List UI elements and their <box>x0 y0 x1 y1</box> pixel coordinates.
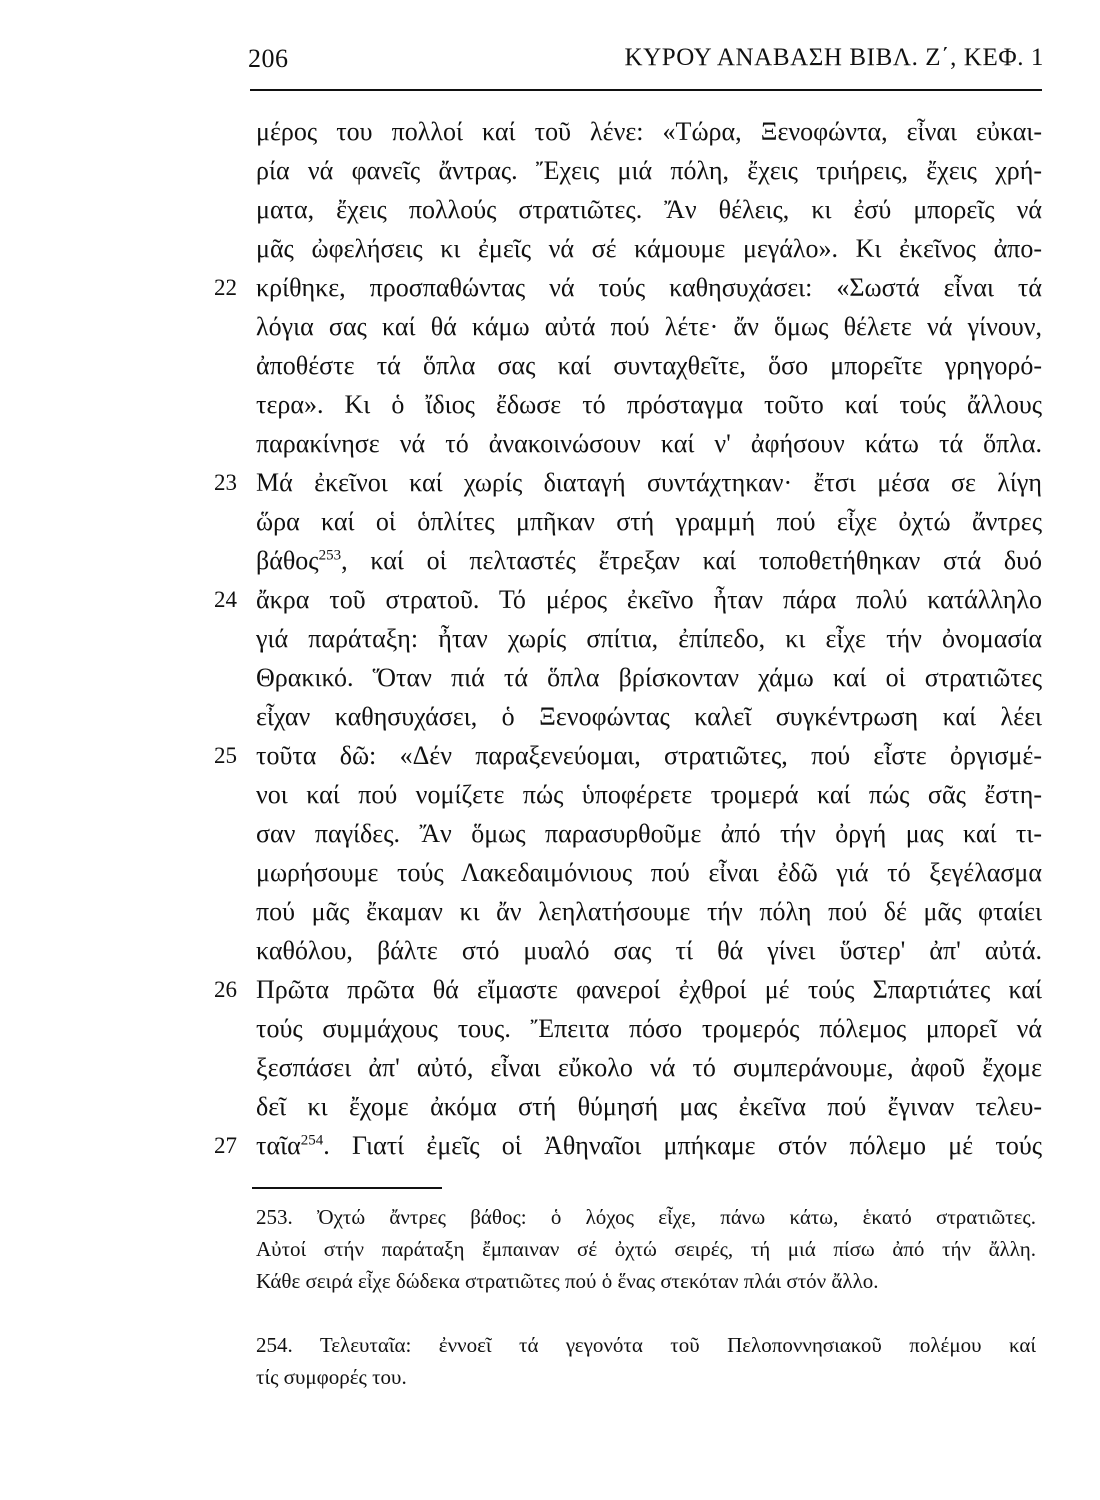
line-text: Θρακικό. Ὅταν πιά τά ὅπλα βρίσκονταν χάμω καί οἱ στρατιῶτες <box>256 663 1042 692</box>
text-line <box>256 1048 1042 1092</box>
text-line <box>214 736 1042 780</box>
section-number: 27 <box>214 1133 237 1158</box>
line-text: καθόλου, βάλτε στό μυαλό σας τί θά γίνει ὕστερ' ἀπ' αὐτά. <box>256 936 1042 965</box>
text-line <box>214 970 1042 1014</box>
line-text: μέρος του πολλοί καί τοῦ λένε: «Τώρα, Ξενοφώντα, εἶναι εὐκαι- <box>256 117 1042 146</box>
line-text: τοῦτα δῶ: «Δέν παραξενεύομαι, στρατιῶτες, πού εἶστε ὀργισμέ- <box>256 741 1042 770</box>
line-text: μᾶς ὠφελήσεις κι ἐμεῖς νά σέ κάμουμε μεγάλο». Κι ἐκεῖνος ἀπο- <box>256 234 1042 263</box>
text-line <box>256 853 1042 897</box>
line-text: ἀποθέστε τά ὅπλα σας καί συνταχθεῖτε, ὅσο μπορεῖτε γρηγορό- <box>256 351 1042 380</box>
line-text: Μά ἐκεῖνοι καί χωρίς διαταγή συντάχτηκαν· ἔτσι μέσα σε λίγη <box>256 468 1042 497</box>
footnote-253-line: Αὐτοί στήν παράταξη ἔμπαιναν σέ ὀχτώ σειρές, τή μιά πίσω ἀπό τήν ἄλλη. <box>256 1237 1036 1261</box>
line-text: ξεσπάσει ἀπ' αὐτό, εἶναι εὔκολο νά τό συμπεράνουμε, ἀφοῦ ἔχομε <box>256 1053 1042 1082</box>
text-line <box>256 229 1042 273</box>
line-text: δεῖ κι ἔχομε ἀκόμα στή θύμησή μας ἐκεῖνα πού ἔγιναν τελευ- <box>256 1092 1042 1121</box>
line-text: νοι καί πού νομίζετε πώς ὑποφέρετε τρομερά καί πώς σᾶς ἔστη- <box>256 780 1042 809</box>
footnote-ref-253: 253 <box>318 547 342 564</box>
footnote-ref-254: 254 <box>300 1132 324 1149</box>
section-number: 26 <box>214 977 237 1002</box>
line-text: λόγια σας καί θά κάμω αὐτά πού λέτε· ἄν ὅμως θέλετε νά γίνουν, <box>256 312 1042 341</box>
text-line <box>256 385 1042 429</box>
text-line <box>256 151 1042 195</box>
line-text: τούς συμμάχους τους. Ἔπειτα πόσο τρομερός πόλεμος μπορεῖ νά <box>256 1014 1042 1043</box>
line-text-continued: , καί οἱ πελταστές ἔτρεξαν καί τοποθετήθηκαν στά δυό <box>341 546 1042 575</box>
text-line <box>214 580 1042 624</box>
line-text: παρακίνησε νά τό ἀνακοινώσουν καί ν' ἀφήσουν κάτω τά ὅπλα. <box>256 429 1042 458</box>
line-text: ὥρα καί οἱ ὁπλίτες μπῆκαν στή γραμμή πού εἶχε ὀχτώ ἄντρες <box>256 507 1042 536</box>
line-text: τερα». Κι ὁ ἴδιος ἔδωσε τό πρόσταγμα τοῦτο καί τούς ἄλλους <box>256 390 1042 419</box>
section-number: 23 <box>214 470 237 495</box>
text-line <box>256 190 1042 234</box>
line-text: πού μᾶς ἔκαμαν κι ἄν λεηλατήσουμε τήν πόλη πού δέ μᾶς φταίει <box>256 897 1042 926</box>
line-text: ματα, ἔχεις πολλούς στρατιῶτες. Ἄν θέλεις, κι ἐσύ μπορεῖς νά <box>256 195 1042 224</box>
line-text-continued: . Γιατί ἐμεῖς οἱ Ἀθηναῖοι μπήκαμε στόν πόλεμο μέ τούς <box>323 1131 1042 1160</box>
section-number: 24 <box>214 587 237 612</box>
line-text: ρία νά φανεῖς ἄντρας. Ἔχεις μιά πόλη, ἔχεις τριήρεις, ἔχεις χρή- <box>256 156 1042 185</box>
text-line <box>256 931 1042 975</box>
section-number: 22 <box>214 275 237 300</box>
text-line <box>256 502 1042 546</box>
line-text: ἄκρα τοῦ στρατοῦ. Τό μέρος ἐκεῖνο ἦταν πάρα πολύ κατάλληλο <box>256 585 1042 614</box>
text-line <box>256 541 1042 585</box>
footnote-rule <box>252 1187 442 1189</box>
text-line <box>256 697 1042 741</box>
line-text: μωρήσουμε τούς Λακεδαιμόνιους πού εἶναι ἐδῶ γιά τό ξεγέλασμα <box>256 858 1042 887</box>
running-title: ΚΥΡΟΥ ΑΝΑΒΑΣΗ ΒΙΒΛ. Ζ΄, ΚΕΦ. 1 <box>624 44 1044 71</box>
page-number: 206 <box>248 44 289 73</box>
line-text: σαν παγίδες. Ἄν ὅμως παρασυρθοῦμε ἀπό τήν ὀργή μας καί τι- <box>256 819 1042 848</box>
footnote-253-line: 253. Ὀχτώ ἄντρες βάθος: ὁ λόχος εἶχε, πάνω κάτω, ἑκατό στρατιῶτες. <box>256 1205 1036 1229</box>
text-line <box>256 892 1042 936</box>
text-line <box>214 268 1042 312</box>
text-line <box>256 775 1042 819</box>
footnote-254-line: τίς συμφορές του. <box>256 1365 407 1389</box>
line-text: ταῖα <box>256 1131 301 1160</box>
line-text: βάθος <box>256 546 319 575</box>
line-text: εἶχαν καθησυχάσει, ὁ Ξενοφώντας καλεῖ συγκέντρωση καί λέει <box>256 702 1042 731</box>
text-line <box>214 1126 1042 1170</box>
line-text: Πρῶτα πρῶτα θά εἴμαστε φανεροί ἐχθροί μέ τούς Σπαρτιάτες καί <box>256 975 1042 1004</box>
text-line <box>256 112 1042 156</box>
line-text: κρίθηκε, προσπαθώντας νά τούς καθησυχάσει: «Σωστά εἶναι τά <box>256 273 1042 302</box>
text-line <box>214 463 1042 507</box>
text-line <box>256 346 1042 390</box>
text-line <box>256 307 1042 351</box>
text-line <box>256 1009 1042 1053</box>
text-line <box>256 1087 1042 1131</box>
text-line <box>256 814 1042 858</box>
text-line <box>256 424 1042 468</box>
header-rule <box>250 89 1042 91</box>
footnote-254-line: 254. Τελευταῖα: ἐννοεῖ τά γεγονότα τοῦ Πελοποννησιακοῦ πολέμου καί <box>256 1333 1036 1357</box>
section-number: 25 <box>214 743 237 768</box>
line-text: γιά παράταξη: ἦταν χωρίς σπίτια, ἐπίπεδο, κι εἶχε τήν ὀνομασία <box>256 624 1042 653</box>
footnote-253-line: Κάθε σειρά εἶχε δώδεκα στρατιῶτες πού ὁ ἕνας στεκόταν πλάι στόν ἄλλο. <box>256 1269 879 1293</box>
text-line <box>256 658 1042 702</box>
text-line <box>256 619 1042 663</box>
